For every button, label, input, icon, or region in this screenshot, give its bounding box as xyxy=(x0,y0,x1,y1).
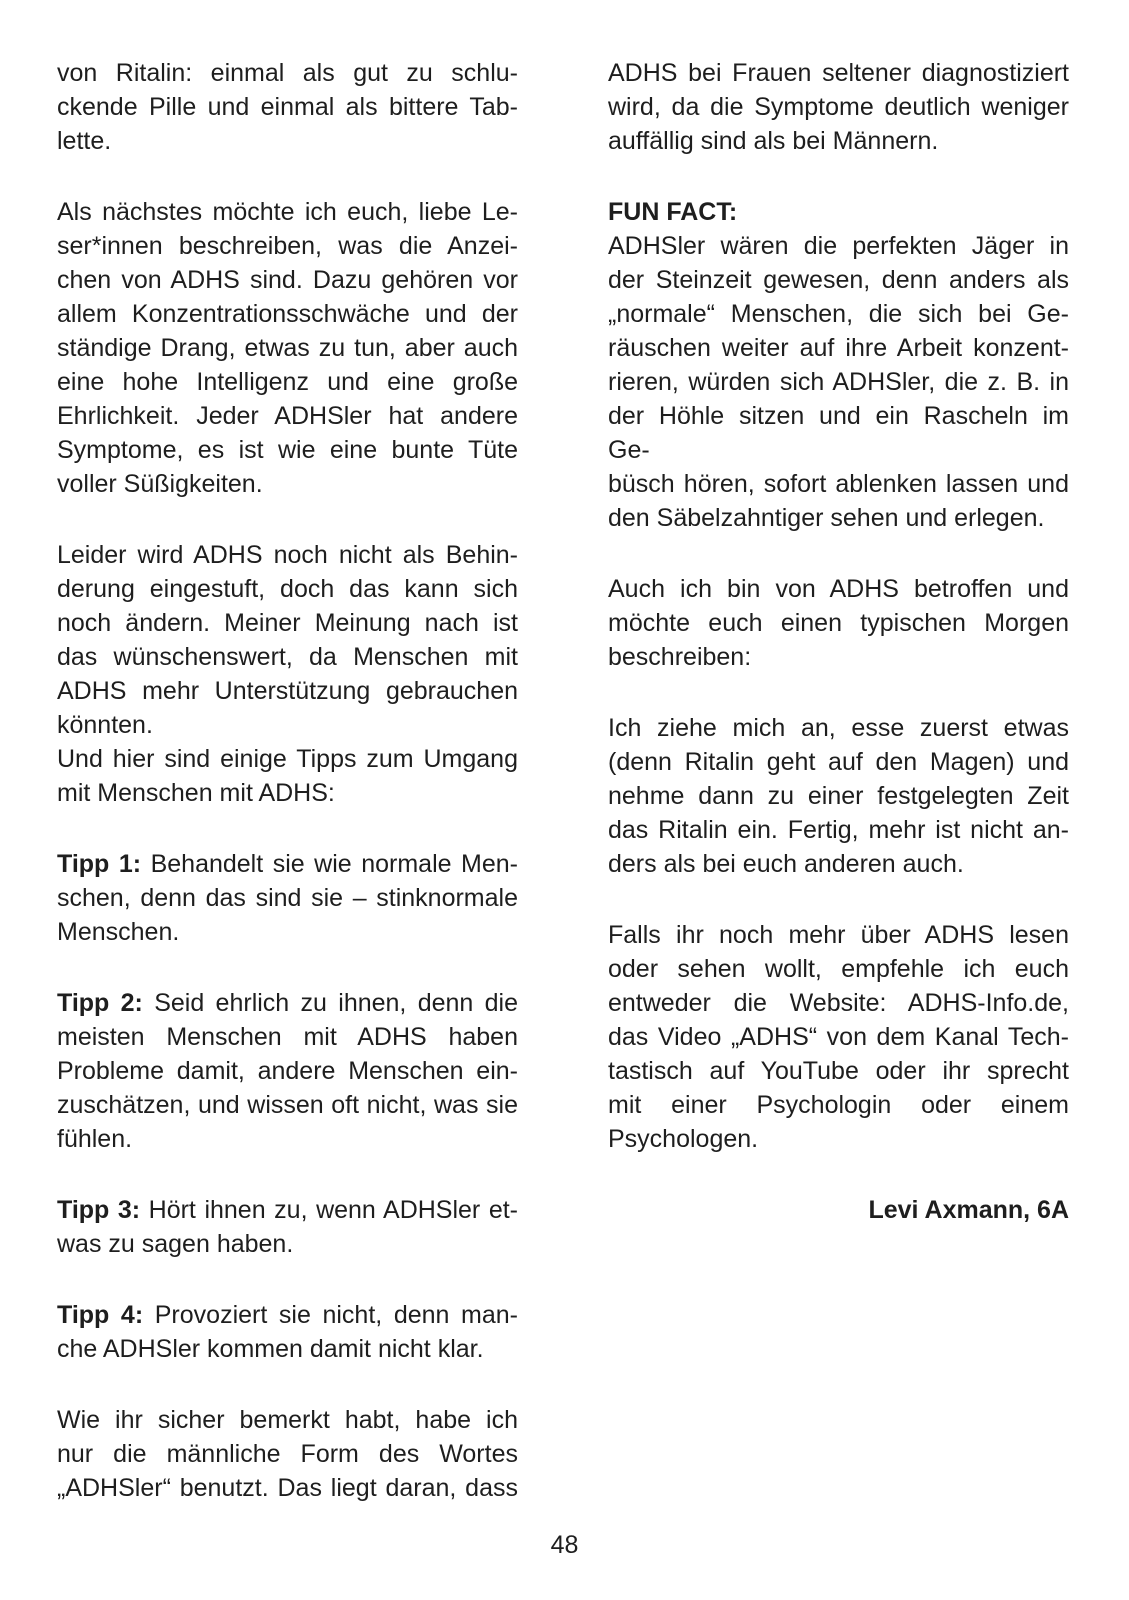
text-line: „normale“ Menschen, die sich bei Ge- xyxy=(608,300,1069,328)
paragraph-maennliche-form xyxy=(57,1403,518,1505)
text-line: Tipp 2: Seid ehrlich zu ihnen, denn die xyxy=(57,989,519,1017)
text-line: schen, denn das sind sie – stinknormale xyxy=(57,884,518,912)
text-line: ADHS bei Frauen seltener diagnostiziert xyxy=(608,59,1069,87)
text-line: ckende Pille und einmal als bittere Tab- xyxy=(57,93,518,121)
text-line: ADHSler wären die perfekten Jäger in xyxy=(608,232,1069,260)
text-line: rieren, würden sich ADHSler, die z. B. in xyxy=(608,368,1069,396)
text-line: von Ritalin: einmal als gut zu schlu- xyxy=(57,59,518,87)
text-line: Psychologen. xyxy=(608,1125,759,1153)
heading-fun-fact xyxy=(608,195,1069,229)
text-line: eine hohe Intelligenz und eine große xyxy=(57,368,518,396)
text-line: ser*innen beschreiben, was die Anzei- xyxy=(57,232,518,260)
text-line: FUN FACT: xyxy=(608,198,738,226)
text-line: meisten Menschen mit ADHS haben xyxy=(57,1023,518,1051)
paragraph-behinderung xyxy=(57,538,518,742)
text-line: Menschen. xyxy=(57,918,180,946)
paragraph-ritalin-forms xyxy=(57,56,518,158)
text-line: Auch ich bin von ADHS betroffen und xyxy=(608,575,1069,603)
text-line: Ich ziehe mich an, esse zuerst etwas xyxy=(608,714,1069,742)
text-line: möchte euch einen typischen Morgen xyxy=(608,609,1069,637)
paragraph-frauen-diagnose xyxy=(608,56,1069,158)
paragraph-steinzeit xyxy=(608,229,1069,535)
text-line: der Steinzeit gewesen, denn anders als xyxy=(608,266,1069,294)
page-number: 48 xyxy=(550,1531,579,1559)
text-line: Falls ihr noch mehr über ADHS lesen xyxy=(608,921,1069,949)
text-line: entweder die Website: ADHS-Info.de, xyxy=(608,989,1069,1017)
text-line: auffällig sind als bei Männern. xyxy=(608,127,939,155)
text-line: derung eingestuft, doch das kann sich xyxy=(57,575,518,603)
paragraph-empfehlungen xyxy=(608,918,1069,1156)
author-signature: Levi Axmann, 6A xyxy=(868,1196,1069,1224)
text-line: oder sehen wollt, empfehle ich euch xyxy=(608,955,1069,983)
text-line: nehme dann zu einer festgelegten Zeit xyxy=(608,782,1069,810)
text-line: Symptome, es ist wie eine bunte Tüte xyxy=(57,436,518,464)
text-line: ständige Drang, etwas zu tun, aber auch xyxy=(57,334,518,362)
text-line: den Säbelzahntiger sehen und erlegen. xyxy=(608,504,1045,532)
paragraph-morgenroutine xyxy=(608,711,1069,881)
text-line: mit Menschen mit ADHS: xyxy=(57,779,335,807)
text-line: che ADHSler kommen damit nicht klar. xyxy=(57,1335,484,1363)
text-line: Wie ihr sicher bemerkt habt, habe ich xyxy=(57,1406,518,1434)
text-line: ders als bei euch anderen auch. xyxy=(608,850,964,878)
text-line: der Höhle sitzen und ein Rascheln im Ge- xyxy=(608,402,1069,464)
paragraph-tipp-1 xyxy=(57,847,518,949)
text-line: könnten. xyxy=(57,711,153,739)
text-line: räuschen weiter auf ihre Arbeit konzent- xyxy=(608,334,1069,362)
text-line: mit einer Psychologin oder einem xyxy=(608,1091,1069,1119)
paragraph-anzeichen xyxy=(57,195,518,501)
paragraph-tipp-2 xyxy=(57,986,518,1156)
text-line: wird, da die Symptome deutlich weniger xyxy=(608,93,1069,121)
text-line: voller Süßigkeiten. xyxy=(57,470,263,498)
text-line: büsch hören, sofort ablenken lassen und xyxy=(608,470,1069,498)
text-line: Ehrlichkeit. Jeder ADHSler hat andere xyxy=(57,402,518,430)
text-line: das Video „ADHS“ von dem Kanal Tech- xyxy=(608,1023,1069,1051)
text-line: Probleme damit, andere Menschen ein- xyxy=(57,1057,518,1085)
text-line: Tipp 3: Hört ihnen zu, wenn ADHSler et- xyxy=(57,1196,518,1224)
text-line: Tipp 4: Provoziert sie nicht, denn man- xyxy=(57,1301,519,1329)
text-line: „ADHSler“ benutzt. Das liegt daran, dass xyxy=(57,1474,518,1502)
text-line: (denn Ritalin geht auf den Magen) und xyxy=(608,748,1069,776)
text-line: fühlen. xyxy=(57,1125,133,1153)
text-line: ADHS mehr Unterstützung gebrauchen xyxy=(57,677,518,705)
text-line: nur die männliche Form des Wortes xyxy=(57,1440,518,1468)
text-line: beschreiben: xyxy=(608,643,752,671)
text-line: Und hier sind einige Tipps zum Umgang xyxy=(57,745,518,773)
left-column xyxy=(57,56,518,1505)
text-line: Leider wird ADHS noch nicht als Behin- xyxy=(57,541,518,569)
paragraph-tipp-4 xyxy=(57,1298,518,1366)
paragraph-tipps-intro xyxy=(57,742,518,810)
text-line: allem Konzentrationsschwäche und der xyxy=(57,300,518,328)
two-column-layout xyxy=(57,56,1069,1505)
text-line: was zu sagen haben. xyxy=(57,1230,294,1258)
text-line: noch ändern. Meiner Meinung nach ist xyxy=(57,609,518,637)
text-line: chen von ADHS sind. Dazu gehören vor xyxy=(57,266,518,294)
text-line: das wünschenswert, da Menschen mit xyxy=(57,643,518,671)
paragraph-betroffen xyxy=(608,572,1069,674)
text-line: lette. xyxy=(57,127,112,155)
text-line: tastisch auf YouTube oder ihr sprecht xyxy=(608,1057,1069,1085)
right-column xyxy=(608,56,1069,1505)
text-line: zuschätzen, und wissen oft nicht, was sie xyxy=(57,1091,518,1119)
text-line: Als nächstes möchte ich euch, liebe Le- xyxy=(57,198,518,226)
text-line: Tipp 1: Behandelt sie wie normale Men- xyxy=(57,850,519,878)
paragraph-tipp-3 xyxy=(57,1193,518,1261)
text-line: das Ritalin ein. Fertig, mehr ist nicht an- xyxy=(608,816,1069,844)
